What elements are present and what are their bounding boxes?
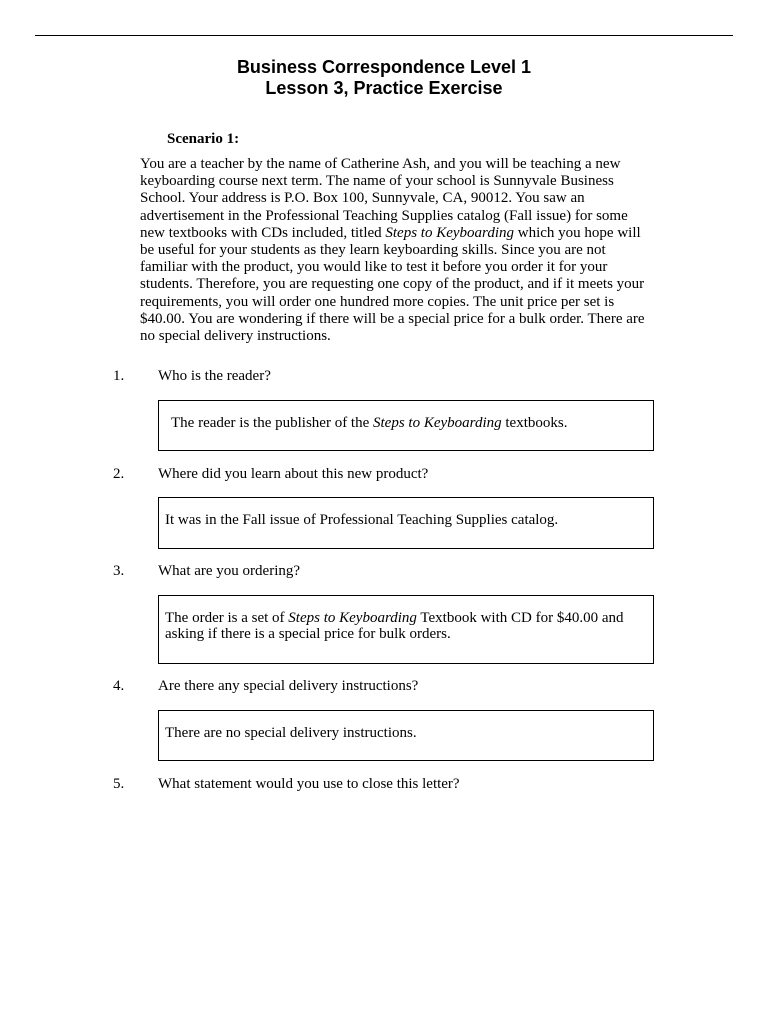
- answer-box-3: [158, 595, 654, 664]
- question-number-2: 2.: [113, 466, 125, 482]
- question-text-3: What are you ordering?: [158, 563, 301, 579]
- scenario-text-part1: You are a teacher by the name of Catherine Ash, and you will be teaching a new keyboarding course next term. The name of your school is Sunnyvale Business School. Your address is P.O. Box 100, Sunnyvale, CA, 90012. You saw an advertisement in the Professional Teaching Supplies catalog (Fall issue) for some new textbooks with CDs included, titled: [140, 156, 628, 241]
- question-number-4: 4.: [113, 678, 125, 694]
- question-number-5: 5.: [113, 776, 125, 792]
- question-text-2: Where did you learn about this new product?: [158, 466, 429, 482]
- title-line-2: Lesson 3, Practice Exercise: [265, 78, 503, 98]
- scenario-heading: Scenario 1:: [167, 131, 240, 147]
- answer-text-2: It was in the Fall issue of Professional Teaching Supplies catalog.: [165, 512, 559, 528]
- document-title: [0, 57, 768, 99]
- question-text-5: What statement would you use to close this letter?: [158, 776, 460, 792]
- answer-1-book-title: Steps to Keyboarding: [373, 415, 502, 431]
- answer-text-1: [171, 415, 645, 431]
- question-text-4: Are there any special delivery instructions?: [158, 678, 419, 694]
- answer-box-1: [158, 400, 654, 451]
- scenario-text-book-title: Steps to Keyboarding: [385, 224, 514, 241]
- answer-box-4: [158, 710, 654, 761]
- answer-box-2: [158, 497, 654, 549]
- answer-3-part2: Textbook with CD for $40.00 and asking if there is a special price for bulk orders.: [165, 610, 624, 642]
- answer-3-part1: The order is a set of: [165, 610, 289, 626]
- answer-3-book-title: Steps to Keyboarding: [288, 610, 417, 626]
- question-number-3: 3.: [113, 563, 125, 579]
- answer-text-3: [165, 610, 645, 642]
- top-horizontal-rule: [35, 35, 733, 36]
- question-number-1: 1.: [113, 368, 125, 384]
- title-line-1: Business Correspondence Level 1: [236, 57, 532, 77]
- question-text-1: Who is the reader?: [158, 368, 271, 384]
- answer-1-part1: The reader is the publisher of the: [171, 415, 374, 431]
- scenario-paragraph: [140, 156, 652, 345]
- answer-text-4: There are no special delivery instructions.: [165, 725, 417, 741]
- scenario-text-part2: which you hope will be useful for your students as they learn keyboarding skills. Since you are not familiar with the product, you would like to test it before you order it for your students. Therefore, you are requesting one copy of the product, and if it meets your requirements, you will order one hundred more copies. The unit price per set is $40.00. You are wondering if there will be a special price for a bulk order. There are no special delivery instructions.: [140, 224, 645, 345]
- answer-1-part2: textbooks.: [501, 415, 568, 431]
